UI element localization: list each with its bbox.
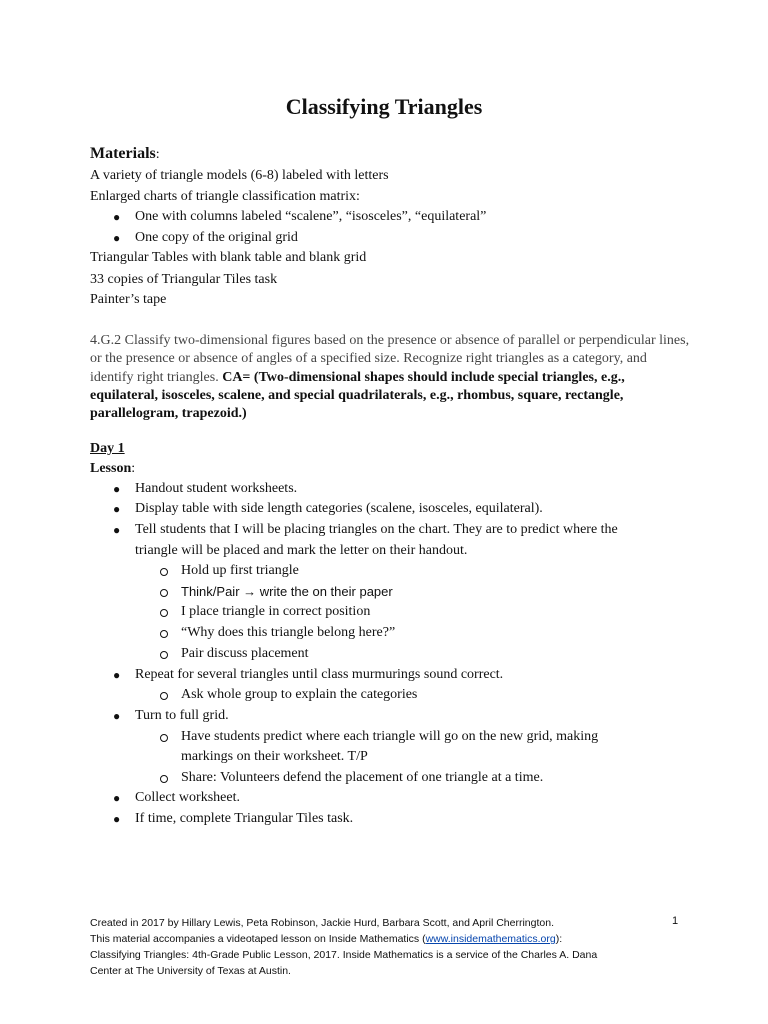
materials-sub-item: One with columns labeled “scalene”, “isosceles”, “equilateral” [135,209,487,224]
circle-bullet-icon [160,651,168,659]
materials-item: A variety of triangle models (6-8) labeled with letters [90,168,389,183]
bullet-icon: ● [113,210,121,224]
circle-bullet-icon [160,589,168,597]
footer-line: This material accompanies a videotaped lesson on Inside Mathematics ( [90,933,426,945]
bullet-icon: ● [113,791,121,805]
circle-bullet-icon [160,609,168,617]
standard-paragraph [90,332,690,423]
footer-line: Created in 2017 by Hillary Lewis, Peta Robinson, Jackie Hurd, Barbara Scott, and April Cherrington. [90,917,554,929]
standard-text: Classify two-dimensional figures based on the presence or absence of parallel or perpendicular lines, or the presence or absence of angles of a specified size. Recognize right triangles as a category, and identify right triangles. [90,333,690,385]
lesson-substep: Hold up first triangle [181,563,299,578]
page-title: Classifying Triangles [285,94,483,119]
ca-text: (Two-dimensional shapes should include special triangles, e.g., equilateral, isosceles, scalene, and special quadrilaterals, e.g., rhombus, square, rectangle, parallelogram, trapezoid.) [90,369,625,422]
circle-bullet-icon [160,775,168,783]
bullet-icon: ● [113,482,121,496]
lesson-substep: Ask whole group to explain the categories [181,687,418,702]
lesson-step: Turn to full grid. [135,708,229,723]
materials-item: 33 copies of Triangular Tiles task [90,272,278,287]
circle-bullet-icon [160,568,168,576]
lesson-step: Handout student worksheets. [135,481,298,496]
lesson-colon: : [131,461,136,476]
lesson-substep: “Why does this triangle belong here?” [181,625,396,640]
bullet-icon: ● [113,502,121,516]
lesson-substep: Think/Pair → write the on their paper [181,584,393,599]
day-heading: Day 1 [90,441,125,456]
materials-item: Painter’s tape [90,292,167,307]
footer-link[interactable]: www.insidemathematics.org [425,933,556,945]
lesson-step: Tell students that I will be placing triangles on the chart. They are to predict where the [135,522,618,537]
lesson-step: Collect worksheet. [135,790,240,805]
materials-colon: : [155,147,160,162]
materials-heading: Materials [90,145,156,162]
lesson-substep: Have students predict where each triangle will go on the new grid, making [181,729,599,744]
footer-line: Center at The University of Texas at Austin. [90,965,291,977]
lesson-step: Repeat for several triangles until class murmurings sound correct. [135,667,504,682]
lesson-step: Display table with side length categories (scalene, isosceles, equilateral). [135,501,543,516]
materials-heading-line [90,145,160,164]
lesson-substep-continued: markings on their worksheet. T/P [181,749,368,764]
bullet-icon: ● [113,523,121,537]
materials-item: Triangular Tables with blank table and blank grid [90,250,367,265]
bullet-icon: ● [113,231,121,245]
circle-bullet-icon [160,692,168,700]
circle-bullet-icon [160,734,168,742]
ca-label: CA= [222,369,251,385]
footer-line: ): [555,933,563,945]
bullet-icon: ● [113,812,121,826]
lesson-substep: Pair discuss placement [181,646,309,661]
bullet-icon: ● [113,709,121,723]
footer [90,915,690,979]
lesson-step-continued: triangle will be placed and mark the letter on their handout. [135,543,468,558]
materials-item: Enlarged charts of triangle classification matrix: [90,189,360,204]
lesson-label-line [90,460,135,478]
lesson-label: Lesson [90,461,132,476]
bullet-icon: ● [113,668,121,682]
circle-bullet-icon [160,630,168,638]
lesson-step: If time, complete Triangular Tiles task. [135,811,354,826]
page-number: 1 [672,915,679,927]
lesson-substep: Share: Volunteers defend the placement of one triangle at a time. [181,770,544,785]
lesson-substep: I place triangle in correct position [181,604,371,619]
materials-sub-item: One copy of the original grid [135,230,298,245]
footer-line: Classifying Triangles: 4th-Grade Public Lesson, 2017. Inside Mathematics is a service of the Charles A. Dana [90,949,598,961]
standard-code: 4.G.2 [90,333,122,348]
